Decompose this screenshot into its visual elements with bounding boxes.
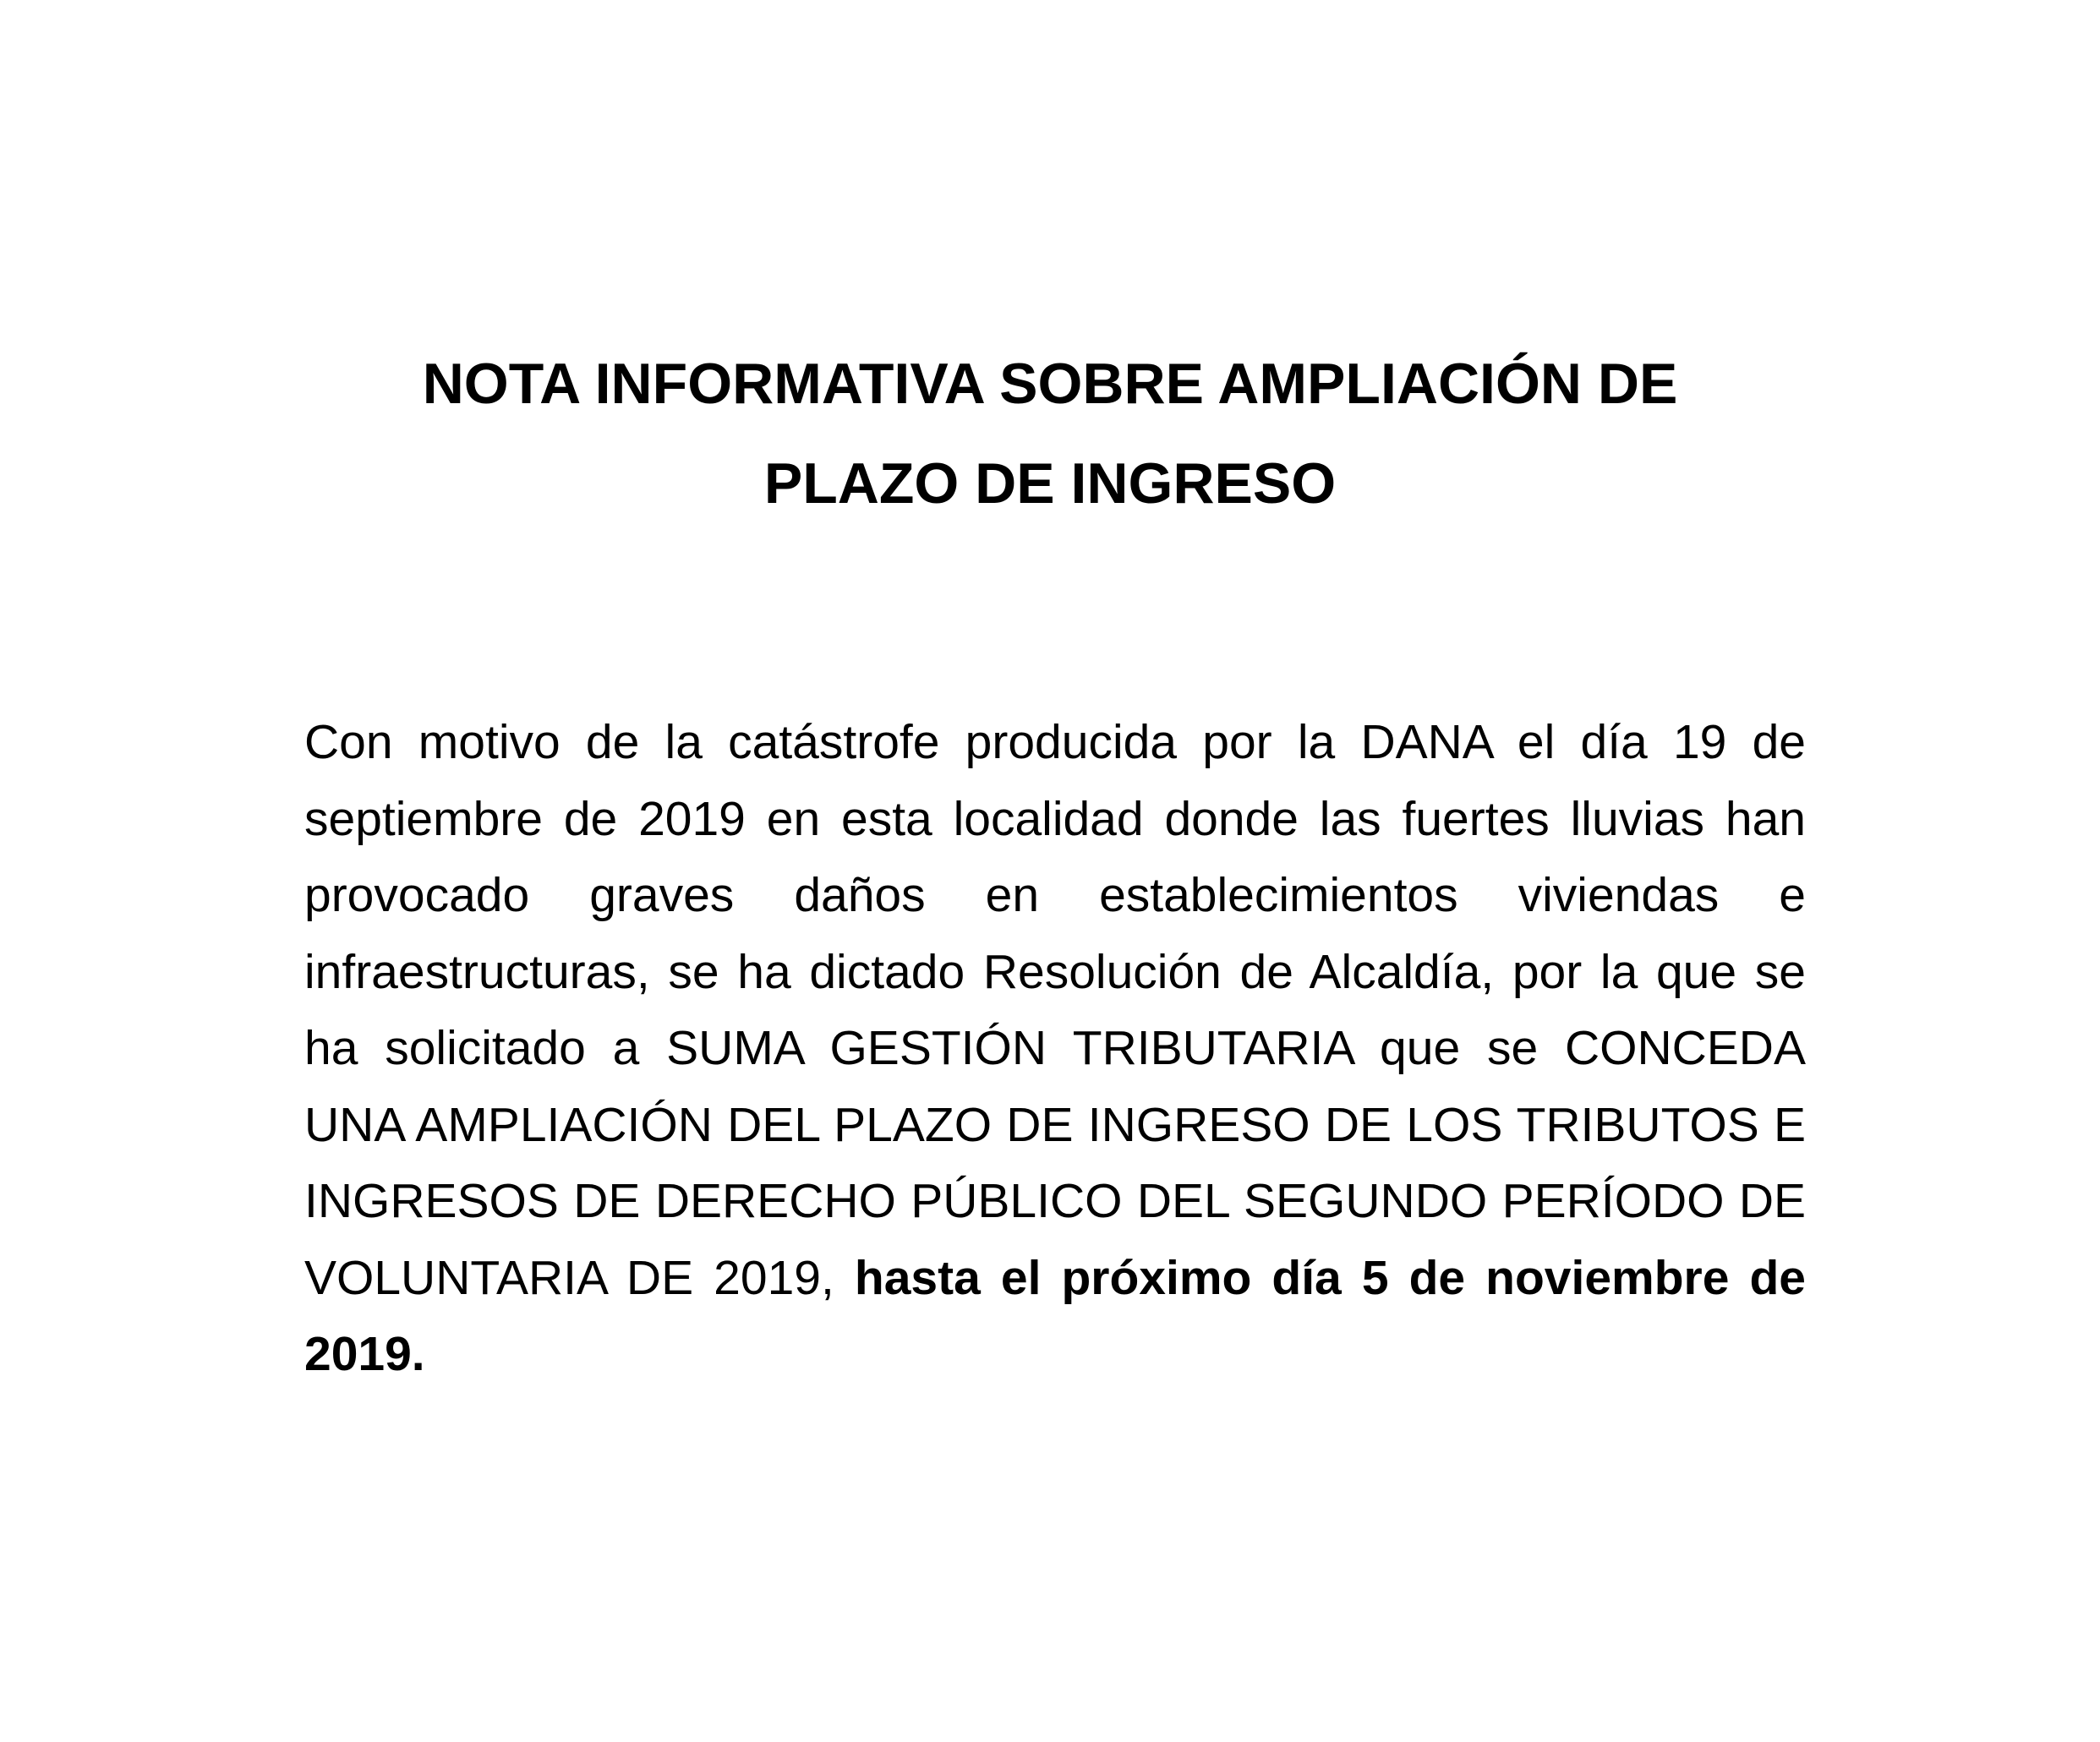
paragraph-deadline-text: hasta el próximo día 5 de noviembre de 2019. [304,1250,1807,1381]
body-paragraph [304,704,1806,1393]
page-title [254,334,1846,533]
title-line-1: NOTA INFORMATIVA SOBRE AMPLIACIÓN DE [422,352,1678,416]
title-line-2: PLAZO DE INGRESO [763,451,1337,516]
paragraph-regular-text: Con motivo de la catástrofe producida por la DANA el día 19 de septiembre de 2019 en esta localidad donde las fuertes lluvias han provocado graves daños en establecimientos viviendas e infraestructuras, se ha dictado Resolución de Alcaldía, por la que se ha solicitado a SUMA GESTIÓN TRIBUTARIA que se CONCEDA UNA AMPLIACIÓN DEL PLAZO DE INGRESO DE LOS TRIBUTOS E INGRESOS DE DERECHO PÚBLICO DEL SEGUNDO PERÍODO DE VOLUNTARIA DE 2019, [304,715,1806,1305]
